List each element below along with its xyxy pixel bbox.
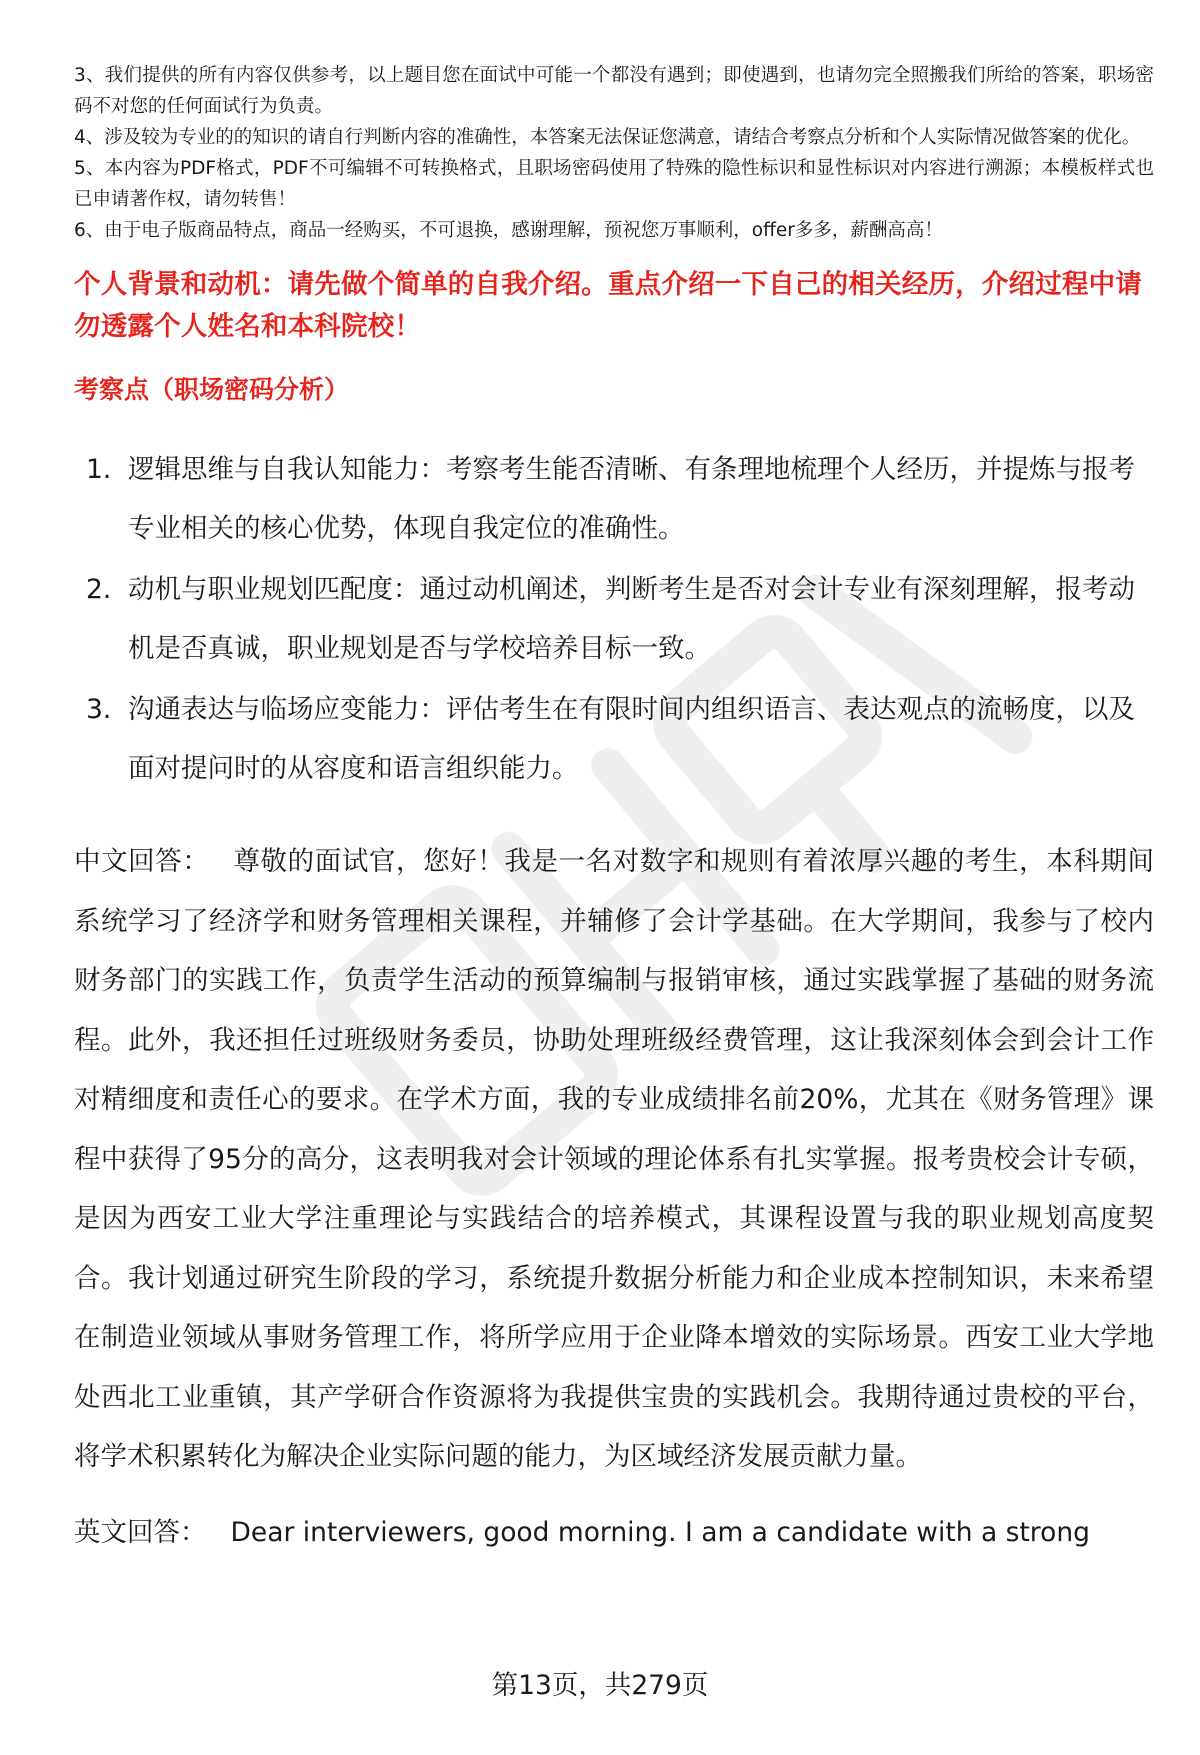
english-answer-text: Dear interviewers, good morning. I am a candidate with a strong (230, 1516, 1090, 1548)
question-heading: 个人背景和动机：请先做个简单的自我介绍。重点介绍一下自己的相关经历，介绍过程中请勿透露个人姓名和本科院校！ (74, 269, 1142, 342)
point-number: 3. (86, 694, 112, 725)
point-text: 逻辑思维与自我认知能力：考察考生能否清晰、有条理地梳理个人经历，并提炼与报考专业相关的核心优势，体现自我定位的准确性。 (128, 454, 1135, 544)
notice-item: 6、由于电子版商品特点，商品一经购买，不可退换，感谢理解，预祝您万事顺利，offer多多，薪酬高高！ (74, 220, 943, 241)
notice-item: 3、我们提供的所有内容仅供参考，以上题目您在面试中可能一个都没有遇到；即使遇到，也请勿完全照搬我们所给的答案，职场密码不对您的任何面试行为负责。 (74, 65, 1154, 117)
analysis-points (74, 440, 1154, 798)
notice-item: 4、涉及较为专业的的知识的请自行判断内容的准确性，本答案无法保证您满意，请结合考察点分析和个人实际情况做答案的优化。 (74, 127, 1141, 148)
analysis-title: 考察点（职场密码分析） (74, 375, 350, 404)
chinese-answer-text: 尊敬的面试官，您好！我是一名对数字和规则有着浓厚兴趣的考生，本科期间系统学习了经济学和财务管理相关课程，并辅修了会计学基础。在大学期间，我参与了校内财务部门的实践工作，负责学生活动的预算编制与报销审核，通过实践掌握了基础的财务流程。此外，我还担任过班级财务委员，协助处理班级经费管理，这让我深刻体会到会计工作对精细度和责任心的要求。在学术方面，我的专业成绩排名前20%，尤其在《财务管理》课程中获得了95分的高分，这表明我对会计领域的理论体系有扎实掌握。报考贵校会计专硕，是因为西安工业大学注重理论与实践结合的培养模式，其课程设置与我的职业规划高度契合。我计划通过研究生阶段的学习，系统提升数据分析能力和企业成本控制知识，未来希望在制造业领域从事财务管理工作，将所学应用于企业降本增效的实际场景。西安工业大学地处西北工业重镇，其产学研合作资源将为我提供宝贵的实践机会。我期待通过贵校的平台，将学术积累转化为解决企业实际问题的能力，为区域经济发展贡献力量。 (74, 846, 1155, 1472)
point-number: 1. (86, 454, 112, 485)
english-answer (74, 1513, 1154, 1553)
analysis-point (74, 560, 1154, 678)
point-text: 沟通表达与临场应变能力：评估考生在有限时间内组织语言、表达观点的流畅度，以及面对提问时的从容度和语言组织能力。 (128, 694, 1135, 784)
notice-item: 5、本内容为PDF格式，PDF不可编辑不可转换格式，且职场密码使用了特殊的隐性标识和显性标识对内容进行溯源；本模板样式也已申请著作权，请勿转售！ (74, 158, 1154, 210)
page-number-footer: 第13页，共279页 (491, 1670, 709, 1701)
point-number: 2. (86, 574, 112, 605)
document-page (74, 60, 1154, 1553)
chinese-answer-label: 中文回答： (74, 846, 210, 877)
chinese-answer (74, 832, 1154, 1487)
point-text: 动机与职业规划匹配度：通过动机阐述，判断考生是否对会计专业有深刻理解，报考动机是否真诚，职业规划是否与学校培养目标一致。 (128, 574, 1135, 664)
analysis-point (74, 680, 1154, 798)
english-answer-label: 英文回答： (74, 1516, 207, 1548)
analysis-point (74, 440, 1154, 558)
notice-list (74, 60, 1154, 246)
